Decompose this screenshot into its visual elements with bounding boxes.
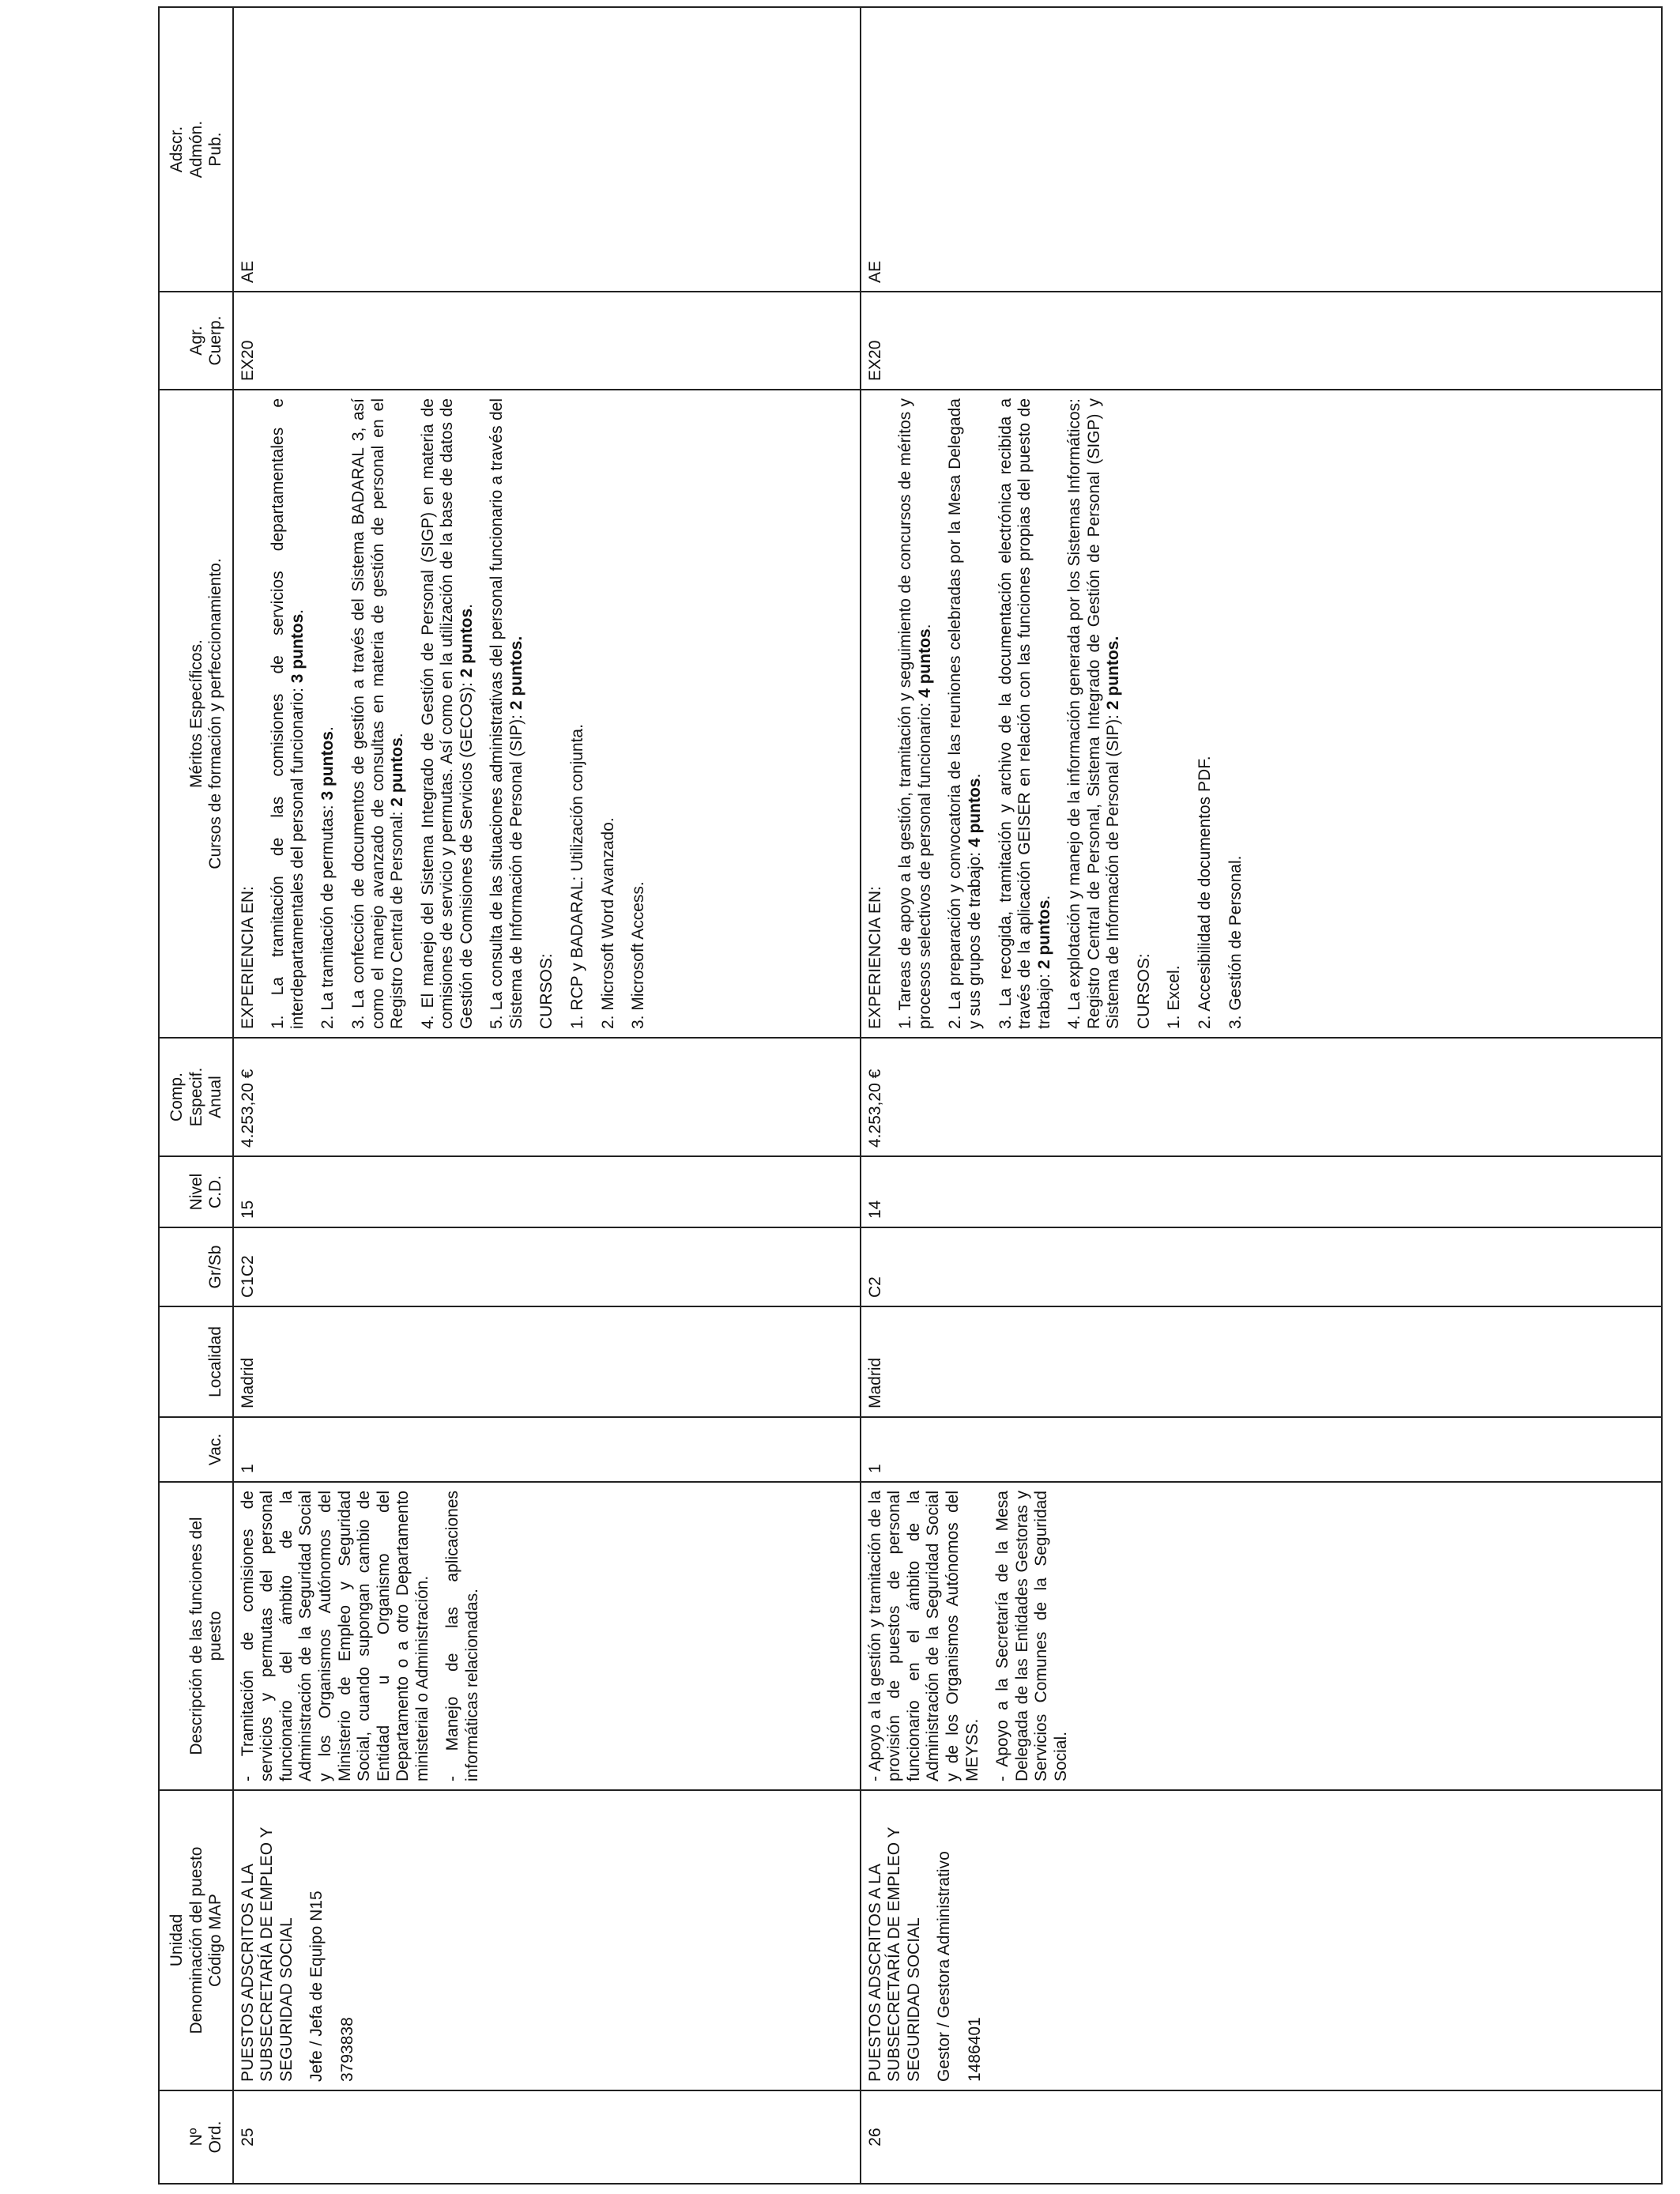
descripcion-item: - Apoyo a la Secretaría de la Mesa Delegada de las Entidades Gestoras y Servicios Comunes de la Seguridad Social.	[993, 1491, 1070, 1781]
cell-nivel: 14	[861, 1156, 1662, 1227]
header-adscr	[159, 7, 233, 292]
job-positions-table	[158, 6, 1663, 2185]
header-text: Código MAP	[206, 1894, 225, 1987]
cell-grupo: C1C2	[233, 1227, 861, 1306]
merito-text: 3. La confección de documentos de gestión a través del Sistema BADARAL 3, así como el manejo avanzado de consultas en materia de gestión de personal en el Registro Central de Personal:	[348, 398, 407, 1029]
codigo-map: 3793838	[337, 2017, 356, 2082]
merito-text: 1. La tramitación de las comisiones de servicios departamentales e interdepartamentales del personal funcionario:	[269, 398, 307, 1029]
experiencia-heading: EXPERIENCIA EN:	[238, 886, 257, 1029]
header-text: Nivel	[186, 1173, 205, 1211]
merito-points: 2 puntos	[1034, 899, 1053, 970]
cell-grupo: C2	[861, 1227, 1662, 1306]
merito-text: 2. La preparación y convocatoria de las reuniones celebradas por la Mesa Delegada y sus grupos de trabajo:	[946, 398, 984, 1029]
merito-text: 3. La recogida, tramitación y archivo de la documentación electrónica recibida a través de la aplicación GEISER en relación con las funciones propias del puesto de trabajo:	[996, 398, 1053, 1029]
curso-item: 2. Microsoft Word Avanzado.	[598, 817, 617, 1029]
merito-after: .	[965, 773, 984, 778]
curso-item: 1. RCP y BADARAL: Utilización conjunta.	[568, 724, 586, 1029]
cell-localidad: Madrid	[861, 1306, 1662, 1417]
header-text: Especif.	[186, 1067, 205, 1127]
header-text: Denominación del puesto	[186, 1846, 205, 2034]
cursos-heading: CURSOS:	[537, 953, 556, 1029]
merito-item	[419, 398, 477, 1029]
merito-text: 4. El manejo del Sistema Integrado de Gestión de Personal (SIGP) en materia de comisiones de servicio y permutas. Así como en la utilización de la base de datos de Gestión de Comisiones de Servicios (GECOS):	[418, 398, 476, 1029]
header-nivel	[159, 1156, 233, 1227]
header-text: Nº	[186, 2128, 205, 2147]
merito-item	[318, 398, 338, 1029]
header-descripcion	[159, 1482, 233, 1790]
header-text: Cuerp.	[206, 315, 225, 366]
merito-points: 3 puntos	[318, 731, 337, 801]
merito-points: 2 puntos.	[507, 635, 525, 711]
merito-points: 2 puntos	[388, 737, 407, 807]
puesto-name: Gestor / Gestora Administrativo	[935, 1851, 954, 2082]
merito-points: 2 puntos	[457, 608, 476, 678]
header-orden	[159, 2090, 233, 2184]
curso-item: 2. Accesibilidad de documentos PDF.	[1196, 756, 1214, 1029]
merito-after: .	[388, 733, 407, 738]
merito-points: 3 puntos	[288, 613, 307, 684]
cell-orden: 26	[861, 2090, 1662, 2184]
merito-points: 4 puntos	[965, 778, 984, 848]
codigo-map: 1486401	[965, 2017, 984, 2082]
unidad-name: PUESTOS ADSCRITOS A LA SUBSECRETARÍA DE EMPLEO Y SEGURIDAD SOCIAL	[238, 1826, 296, 2082]
header-localidad: Localidad	[159, 1306, 233, 1417]
header-grupo: Gr/Sb	[159, 1227, 233, 1306]
merito-text: 5. La consulta de las situaciones administrativas del personal funcionario a través del Sistema de Información de Personal (SIP):	[488, 398, 525, 1029]
cell-meritos	[233, 390, 861, 1038]
experiencia-heading: EXPERIENCIA EN:	[865, 886, 884, 1029]
cell-localidad: Madrid	[233, 1306, 861, 1417]
table-row	[861, 7, 1662, 2184]
header-text: Descripción de las funciones del	[186, 1517, 205, 1755]
header-text: puesto	[206, 1611, 225, 1661]
merito-text: 4. La explotación y manejo de la información generada por los Sistemas Informáticos: Registro Central de Personal, Sistema Integrado de Gestión de Personal (SIGP) y Sistema de Información de Personal (SIP):	[1065, 398, 1123, 1029]
header-text: Unidad	[168, 1913, 186, 1967]
table-row	[233, 7, 861, 2184]
merito-text: 2. La tramitación de permutas:	[318, 800, 337, 1029]
header-text: Pub.	[206, 132, 225, 167]
header-text: Ord.	[206, 2120, 225, 2154]
cell-comp: 4.253,20 €	[861, 1038, 1662, 1156]
curso-item: 3. Microsoft Access.	[629, 881, 648, 1029]
merito-item	[269, 398, 307, 1029]
descripcion-item: - Tramitación de comisiones de servicios y permutas del personal funcionario del ámbito de la Administración de la Seguridad Social y los Organismos Autónomos del Ministerio de Empleo y Seguridad Social, cuando supongan cambio de Entidad u Organismo del Departamento o a otro Departamento ministerial o Administración.	[238, 1491, 431, 1781]
header-vac: Vac.	[159, 1417, 233, 1482]
header-text: C.D.	[206, 1175, 225, 1208]
merito-item	[946, 398, 985, 1029]
cell-adscr: AE	[233, 7, 861, 292]
descripcion-item: - Apoyo a la gestión y tramitación de la provisión de puestos de personal funcionario en el ámbito de la Administración de la Seguridad Social y de los Organismos Autónomos del MEYSS.	[865, 1491, 981, 1781]
merito-after: .	[457, 603, 476, 609]
cell-vac: 1	[233, 1417, 861, 1482]
cell-unidad	[861, 1790, 1662, 2090]
header-meritos	[159, 390, 233, 1038]
cell-nivel: 15	[233, 1156, 861, 1227]
header-agr	[159, 292, 233, 390]
cell-agr: EX20	[233, 292, 861, 390]
merito-item	[896, 398, 935, 1029]
merito-item	[1065, 398, 1124, 1029]
header-text: Agr.	[186, 326, 205, 356]
header-row	[159, 7, 233, 2184]
cell-adscr: AE	[861, 7, 1662, 292]
cell-unidad	[233, 1790, 861, 2090]
header-unidad	[159, 1790, 233, 2090]
curso-item: 3. Gestión de Personal.	[1226, 855, 1245, 1029]
cell-orden: 25	[233, 2090, 861, 2184]
merito-item	[349, 398, 408, 1029]
merito-points: 4 puntos	[915, 628, 934, 698]
curso-item: 1. Excel.	[1165, 965, 1184, 1029]
merito-after: .	[915, 624, 934, 629]
header-text: Admón.	[186, 120, 205, 179]
header-comp	[159, 1038, 233, 1156]
header-text: Comp.	[168, 1072, 186, 1122]
merito-item	[488, 398, 526, 1029]
merito-text: 1. Tareas de apoyo a la gestión, tramitación y seguimiento de concursos de méritos y procesos selectivos de personal funcionario:	[896, 398, 934, 1029]
merito-after: .	[318, 726, 337, 732]
header-text: Anual	[206, 1076, 225, 1118]
unidad-name: PUESTOS ADSCRITOS A LA SUBSECRETARÍA DE EMPLEO Y SEGURIDAD SOCIAL	[865, 1826, 923, 2082]
cell-agr: EX20	[861, 292, 1662, 390]
merito-item	[996, 398, 1055, 1029]
header-text: Méritos Específicos.	[186, 639, 205, 788]
cell-comp: 4.253,20 €	[233, 1038, 861, 1156]
merito-after: .	[1034, 895, 1053, 900]
descripcion-item: - Manejo de las aplicaciones informáticas relacionadas.	[443, 1491, 481, 1781]
cell-descripcion	[861, 1482, 1662, 1790]
merito-after: .	[288, 609, 307, 614]
cursos-heading: CURSOS:	[1134, 953, 1153, 1029]
cell-vac: 1	[861, 1417, 1662, 1482]
cell-meritos	[861, 390, 1662, 1038]
puesto-name: Jefe / Jefa de Equipo N15	[307, 1891, 326, 2082]
merito-points: 2 puntos.	[1104, 635, 1123, 711]
cell-descripcion	[233, 1482, 861, 1790]
header-text: Cursos de formación y perfeccionamiento.	[206, 558, 225, 869]
header-text: Adscr.	[168, 126, 186, 173]
